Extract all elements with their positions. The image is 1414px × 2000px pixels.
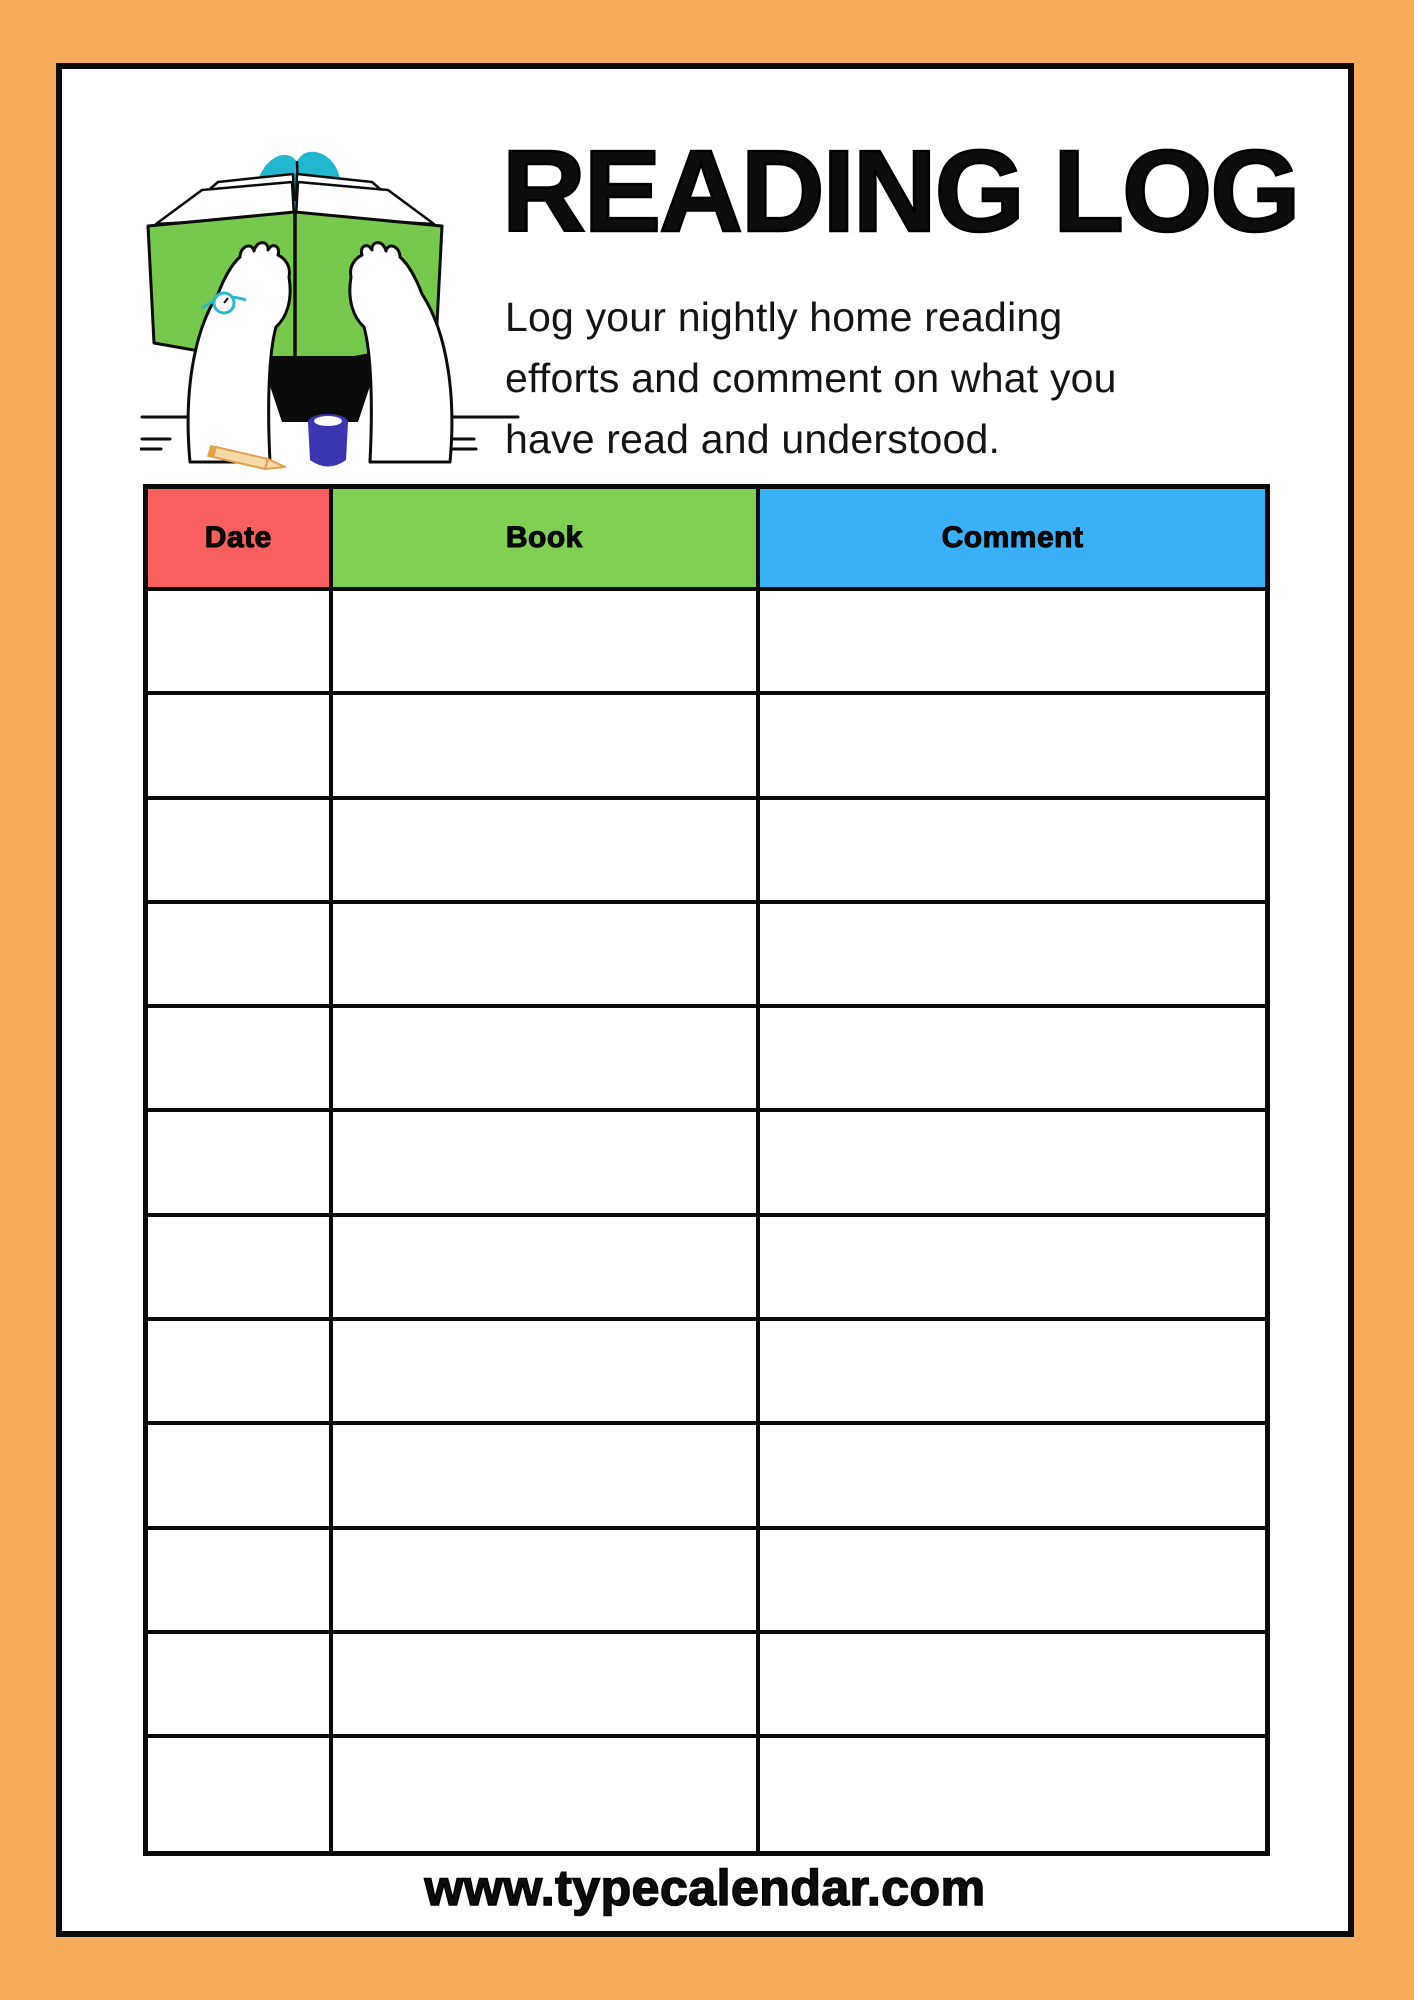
- log-cell-comment: [758, 589, 1267, 693]
- log-cell-book: [331, 902, 758, 1006]
- table-header-row: [146, 487, 1268, 590]
- log-row: [146, 1528, 1268, 1632]
- log-row: [146, 798, 1268, 902]
- log-cell-comment: [758, 1006, 1267, 1110]
- log-cell-comment: [758, 1736, 1267, 1853]
- subtitle-line-3: have read and understood.: [505, 416, 1001, 462]
- log-cell-book: [331, 693, 758, 797]
- footer-url: www.typecalendar.com: [424, 1860, 986, 1916]
- log-cell-date: [146, 589, 331, 693]
- log-cell-date: [146, 1423, 331, 1527]
- log-cell-date: [146, 1110, 331, 1214]
- log-cell-book: [331, 1006, 758, 1110]
- log-row: [146, 902, 1268, 1006]
- log-cell-comment: [758, 1528, 1267, 1632]
- log-row: [146, 1736, 1268, 1853]
- log-cell-comment: [758, 1215, 1267, 1319]
- subtitle-line-1: Log your nightly home reading: [505, 294, 1063, 340]
- page-subtitle: [505, 287, 1295, 470]
- log-cell-book: [331, 1215, 758, 1319]
- log-cell-book: [331, 1528, 758, 1632]
- log-cell-date: [146, 693, 331, 797]
- log-cell-date: [146, 902, 331, 1006]
- shirt: [260, 356, 380, 422]
- log-cell-book: [331, 1632, 758, 1736]
- log-cell-book: [331, 589, 758, 693]
- log-cell-book: [331, 1423, 758, 1527]
- log-cell-comment: [758, 1319, 1267, 1423]
- pen-cup-icon: [308, 414, 348, 467]
- log-row: [146, 1006, 1268, 1110]
- log-cell-comment: [758, 1110, 1267, 1214]
- column-header-book: Book: [331, 487, 758, 590]
- log-cell-date: [146, 1215, 331, 1319]
- log-cell-date: [146, 1319, 331, 1423]
- log-cell-date: [146, 1006, 331, 1110]
- log-cell-comment: [758, 798, 1267, 902]
- column-header-date: Date: [146, 487, 331, 590]
- log-cell-book: [331, 1110, 758, 1214]
- log-cell-book: [331, 1319, 758, 1423]
- log-cell-book: [331, 798, 758, 902]
- log-cell-comment: [758, 1423, 1267, 1527]
- subtitle-line-2: efforts and comment on what you: [505, 355, 1117, 401]
- log-cell-comment: [758, 902, 1267, 1006]
- log-cell-date: [146, 1736, 331, 1853]
- log-cell-date: [146, 1632, 331, 1736]
- page-title: READING LOG: [502, 126, 1299, 256]
- log-cell-book: [331, 1736, 758, 1853]
- log-cell-date: [146, 798, 331, 902]
- column-header-comment: Comment: [758, 487, 1267, 590]
- log-row: [146, 1319, 1268, 1423]
- log-row: [146, 693, 1268, 797]
- log-cell-comment: [758, 1632, 1267, 1736]
- log-cell-comment: [758, 693, 1267, 797]
- log-cell-date: [146, 1528, 331, 1632]
- log-row: [146, 1423, 1268, 1527]
- log-row: [146, 1215, 1268, 1319]
- log-row: [146, 589, 1268, 693]
- person-reading-book-illustration: [140, 130, 520, 475]
- log-row: [146, 1110, 1268, 1214]
- worksheet-page: [56, 63, 1354, 1937]
- log-row: [146, 1632, 1268, 1736]
- reading-log-table: [143, 484, 1270, 1856]
